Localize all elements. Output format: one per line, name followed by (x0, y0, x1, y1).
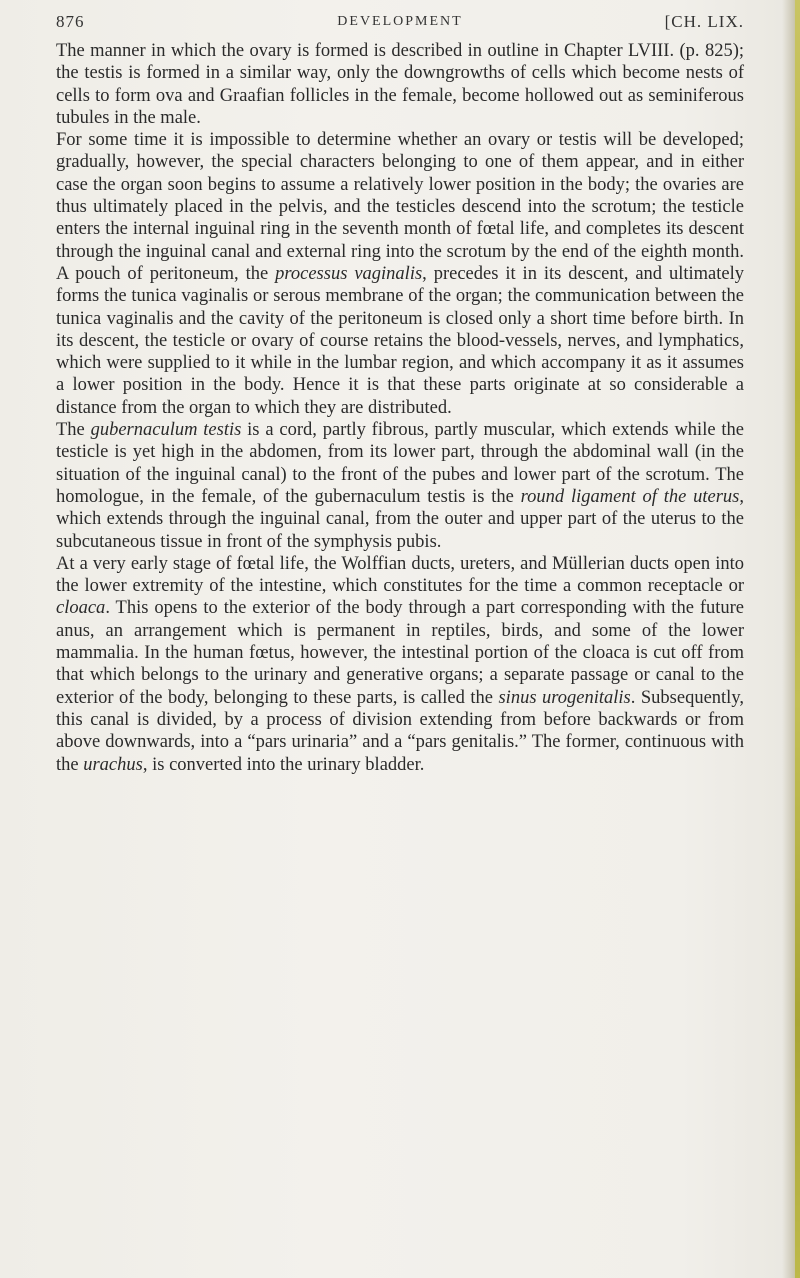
paragraph-text: , precedes it in its descent, and ultimately forms the tunica vaginalis or serous membrane of the organ; the communication between the tunica vaginalis and the cavity of the peritoneum is closed only a short time before birth. In its descent, the testicle or ovary of course retains the blood-vessels, nerves, and lymphatics, which were supplied to it while in the lumbar region, and which accompany it as it assumes a lower position in the body. Hence it is that these parts originate at so considerable a distance from the organ to which they are distributed. (56, 263, 744, 418)
page-edge-binding (795, 0, 800, 1278)
term-cloaca: cloaca (56, 598, 106, 619)
paragraph (56, 40, 744, 129)
paragraph-text: . This opens to the exterior of the body through a part corresponding with the future anus, an arrangement which is permanent in reptiles, birds, and some of the lower mammalia. In the human fœtus, however, the intestinal portion of the cloaca is cut off from that which belongs to the urinary and generative organs; a separate passage or canal to the exterior of the body, belonging to these parts, is called the (56, 598, 744, 708)
paragraph (56, 129, 744, 419)
term-urachus: urachus (83, 754, 143, 775)
paragraph-text: For some time it is impossible to determine whether an ovary or testis will be developed; gradually, however, the special characters belonging to one of them appear, and in either case the organ soon begins to assume a relatively lower position in the body; the ovaries are thus ultimately placed in the pelvis, and the testicles descend into the scrotum; the testicle enters the internal inguinal ring in the seventh month of fœtal life, and completes its descent through the inguinal canal and external ring into the scrotum by the end of the eighth month. A pouch of peritoneum, the (56, 130, 744, 284)
paragraph-text: , is converted into the urinary bladder. (142, 754, 425, 775)
term-gubernaculum-testis: gubernaculum testis (90, 420, 242, 441)
paragraph-text: At a very early stage of fœtal life, the Wolffian ducts, ureters, and Müllerian ducts open into the lower extremity of the intestine, which constitutes for the time a common receptacle or (56, 553, 744, 597)
body-text (56, 40, 744, 776)
paragraph (56, 419, 744, 553)
term-sinus-urogenitalis: sinus urogenitalis (498, 687, 631, 708)
paragraph-text: The manner in which the ovary is formed is described in outline in Chapter LVIII. (p. 825); the testis is formed in a similar way, only the downgrowths of cells which become nests of cells to form ova and Graafian follicles in the female, become hollowed out as seminiferous tubules in the male. (56, 41, 744, 128)
paragraph-text: The (56, 420, 91, 441)
chapter-reference: [CH. LIX. (664, 12, 744, 31)
page-header (56, 12, 744, 38)
running-title: DEVELOPMENT (337, 14, 463, 29)
paragraph-text: is a cord, partly fibrous, partly muscular, which extends while the testicle is yet high in the abdomen, from its lower part, through the abdominal wall (in the situation of the inguinal canal) to the front of the pubes and lower part of the scrotum. The homologue, in the female, of the gubernaculum testis is the (56, 420, 744, 507)
paragraph-text: , which extends through the inguinal canal, from the outer and upper part of the uterus to the subcutaneous tissue in front of the symphysis pubis. (56, 486, 744, 552)
page-number: 876 (56, 12, 85, 31)
term-processus-vaginalis: processus vaginalis (275, 263, 423, 284)
paragraph-text: . Subsequently, this canal is divided, by a process of division extending from before backwards or from above downwards, into a “pars urinaria” and a “pars genitalis.” The former, continuous with the (56, 687, 744, 775)
paragraph (56, 553, 744, 776)
term-round-ligament: round ligament of the uterus (520, 486, 740, 507)
